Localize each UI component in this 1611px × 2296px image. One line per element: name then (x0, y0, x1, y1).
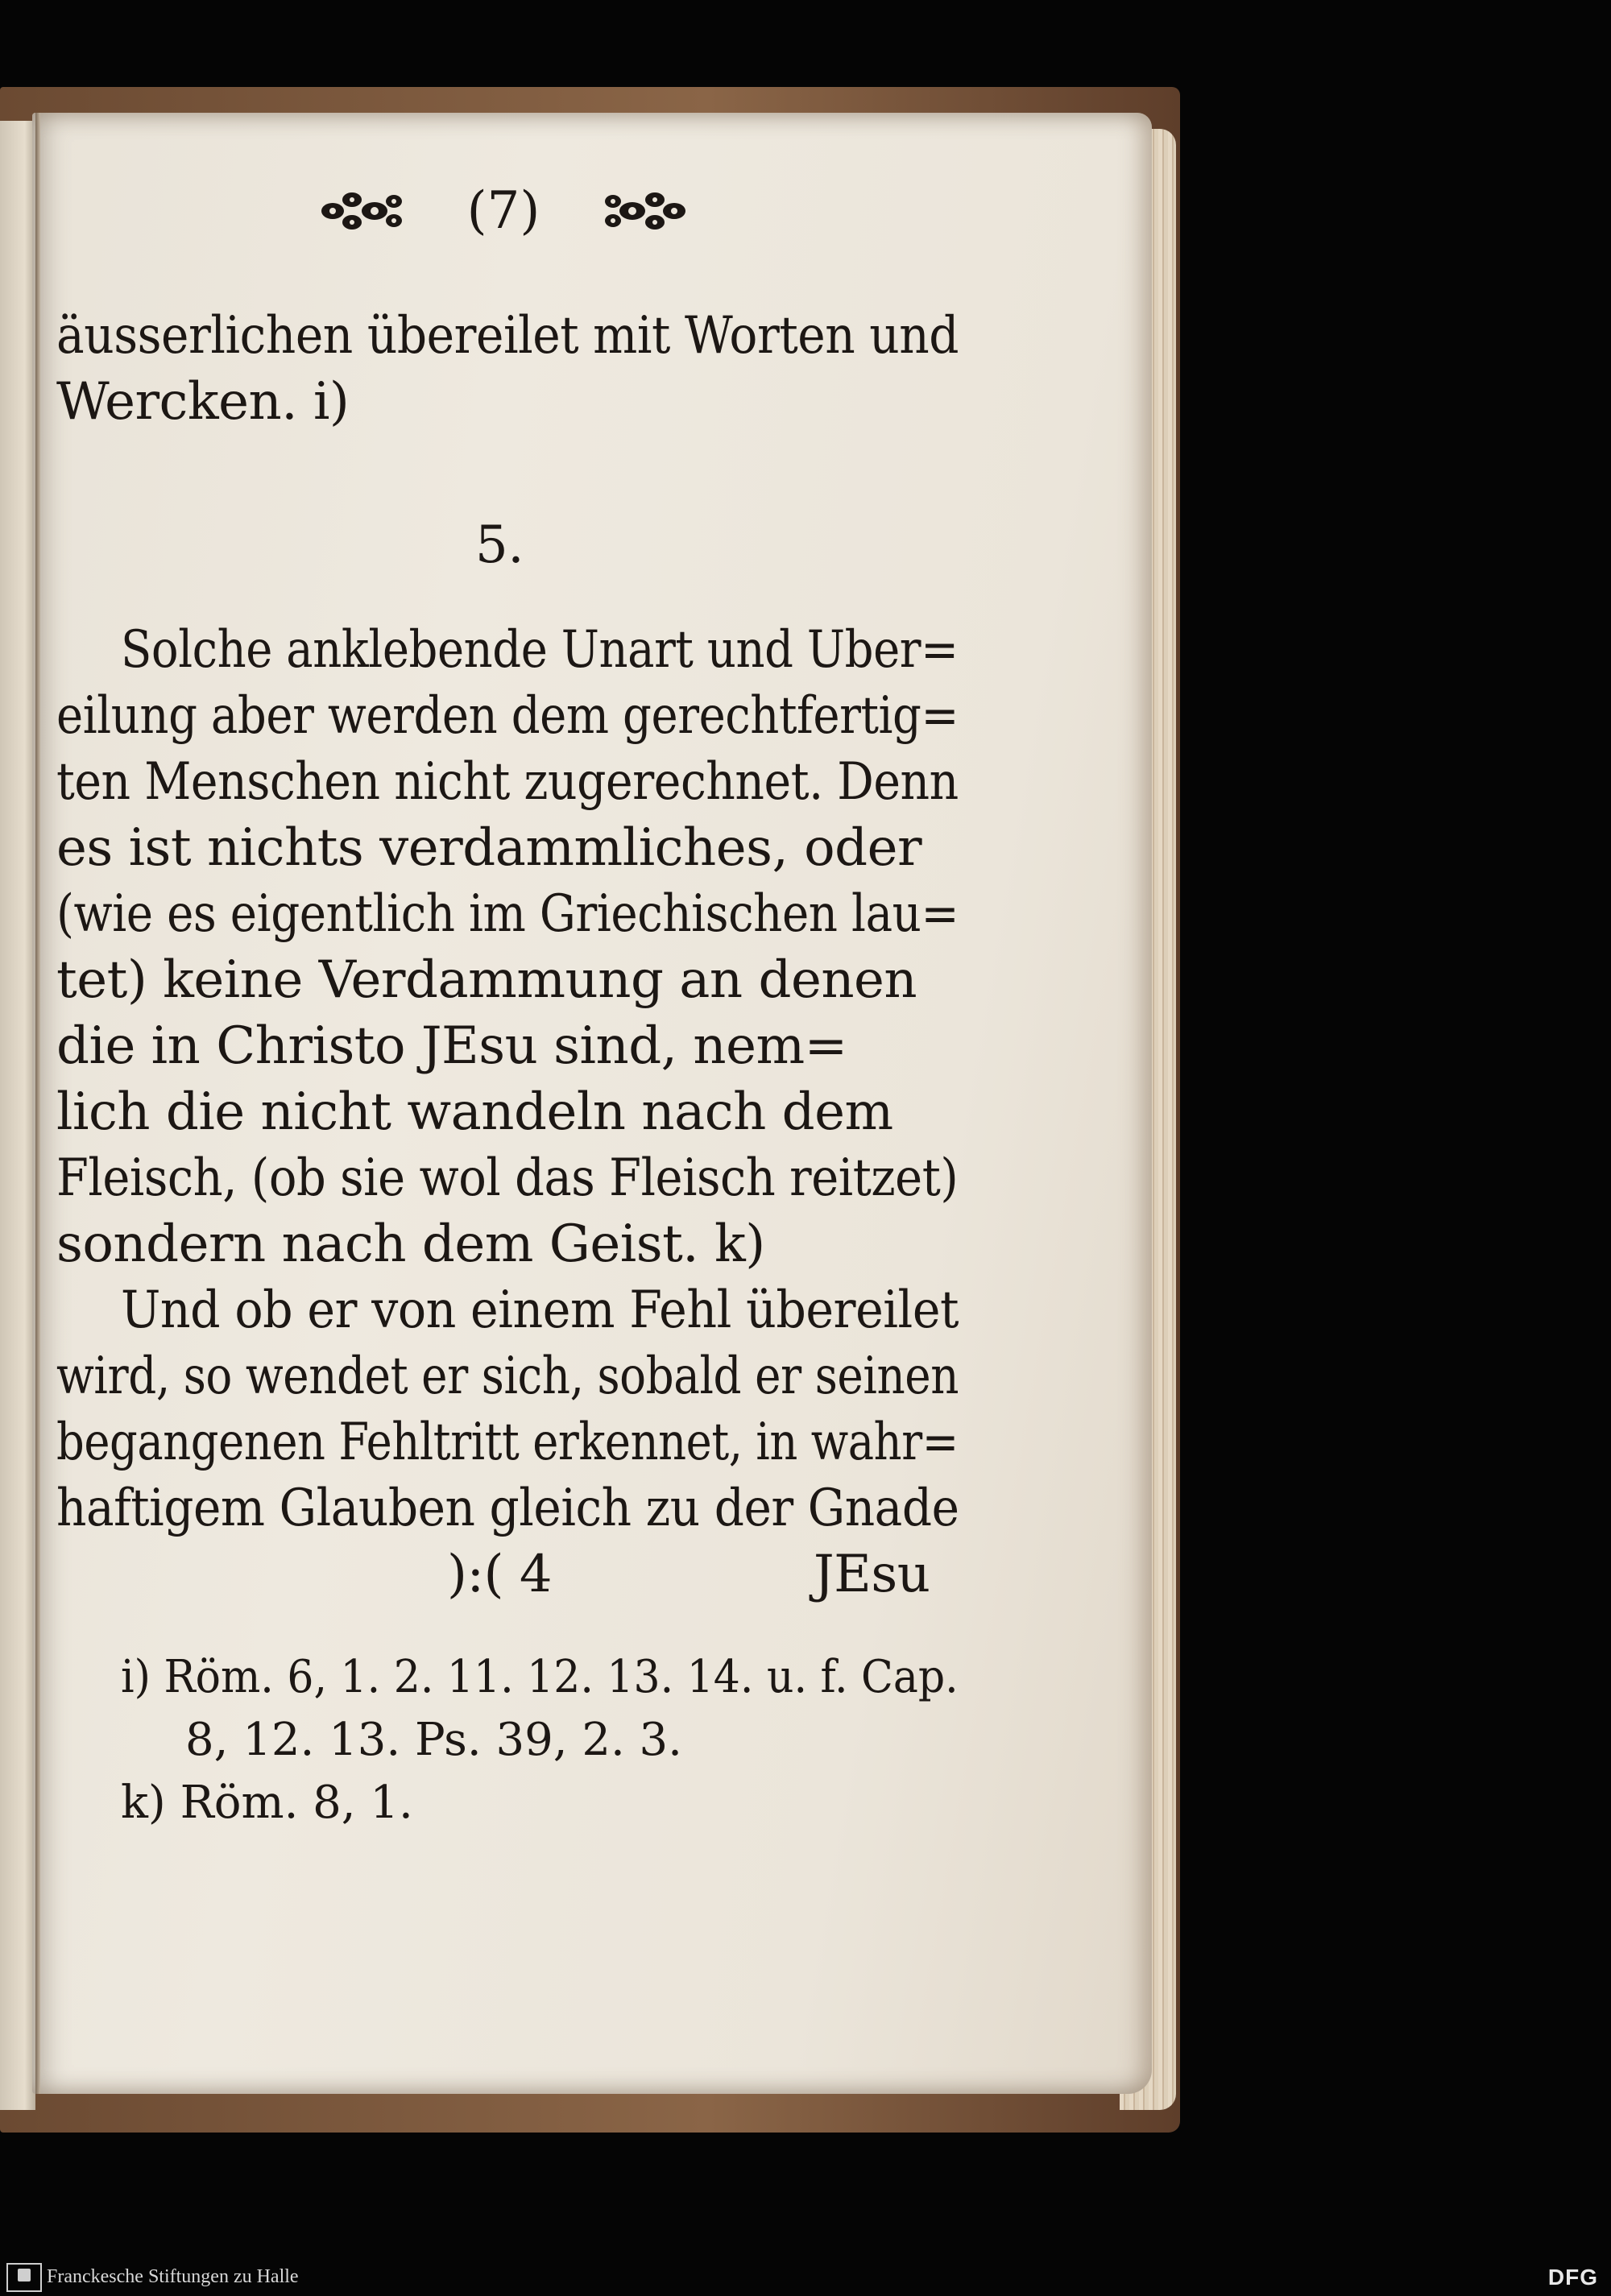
page-header (318, 181, 689, 241)
text-line: Solche anklebende Unart und Uber= (121, 620, 959, 680)
text-line: sondern nach dem Geist. k) (56, 1214, 765, 1274)
page-number: (7) (466, 181, 540, 241)
text-line: wird, so wendet er sich, sobald er seinen (56, 1347, 959, 1406)
catchword: JEsu (814, 1545, 930, 1604)
gutter-shadow (35, 113, 40, 2094)
institution-name: Franckesche Stiftungen zu Halle (47, 2266, 299, 2287)
fleuron-ornament-left-icon (318, 185, 405, 237)
text-line: haftigem Glauben gleich zu der Gnade (56, 1479, 959, 1538)
text-line: begangenen Fehltritt erkennet, in wahr= (56, 1413, 959, 1472)
left-page-edge (0, 121, 35, 2110)
text-line: die in Christo JEsu sind, nem= (56, 1016, 847, 1076)
footnote-continuation: 8, 12. 13. Ps. 39, 2. 3. (185, 1714, 682, 1766)
text-line: es ist nichts verdammliches, oder (56, 818, 922, 878)
text-line: ten Menschen nicht zugerechnet. Denn (56, 752, 959, 812)
signature-mark: ):( 4 (447, 1545, 553, 1604)
footnote: i) Röm. 6, 1. 2. 11. 12. 13. 14. u. f. Cap. (121, 1651, 959, 1703)
dfg-logo: DFG (1547, 2265, 1598, 2290)
section-number: 5. (475, 515, 524, 575)
text-line: äusserlichen übereilet mit Worten und (56, 306, 959, 366)
text-line: tet) keine Verdammung an denen (56, 950, 917, 1010)
text-line: eilung aber werden dem gerechtfertig= (56, 686, 959, 746)
fleuron-ornament-right-icon (602, 185, 689, 237)
text-line: Wercken. i) (56, 372, 350, 432)
text-line: (wie es eigentlich im Griechischen lau= (56, 884, 959, 944)
text-line: lich die nicht wandeln nach dem (56, 1082, 893, 1142)
institution-logo-icon (6, 2263, 42, 2292)
footnote: k) Röm. 8, 1. (121, 1777, 413, 1829)
text-line: Und ob er von einem Fehl übereilet (121, 1280, 959, 1340)
footer-bar (0, 2260, 1611, 2296)
text-line: Fleisch, (ob sie wol das Fleisch reitzet) (56, 1148, 959, 1208)
